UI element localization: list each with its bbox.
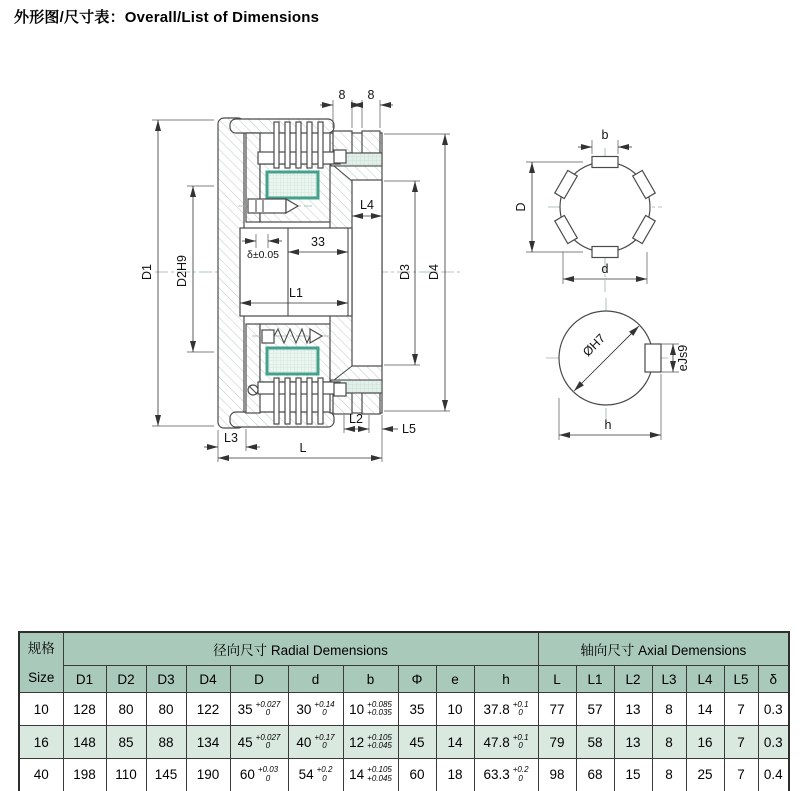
cell-l2: 15 (614, 759, 652, 791)
cell-e: 14 (436, 726, 474, 759)
cell-l1: 58 (576, 726, 614, 759)
cell-delta: 0.3 (758, 726, 789, 759)
dim-label-b: b (601, 128, 609, 142)
cell-d3: 80 (146, 693, 186, 726)
col-header-h: h (474, 666, 538, 693)
dim-label-8b: 8 (367, 88, 375, 102)
cell-size: 10 (19, 693, 63, 726)
cell-d-tol: 54 +0.2 0 (288, 759, 343, 791)
main-section-view (140, 88, 460, 462)
cell-L: 98 (538, 759, 576, 791)
dim-label-d1: D1 (140, 264, 154, 280)
table-row-size-10 (19, 693, 789, 726)
cell-b-tol: 10 +0.085 +0.035 (343, 693, 398, 726)
cell-b-tol: 14 +0.105 +0.045 (343, 759, 398, 791)
col-header-D: D (230, 666, 288, 693)
dim-label-h: h (604, 418, 612, 432)
col-header-L4: L4 (686, 666, 724, 693)
dim-label-8a: 8 (338, 88, 346, 102)
dim-label-33: 33 (311, 235, 325, 249)
col-header-b: b (343, 666, 398, 693)
cell-d3: 145 (146, 759, 186, 791)
cell-d1: 148 (63, 726, 106, 759)
keyway (645, 344, 661, 372)
keyed-bore-view (546, 298, 690, 440)
spline-end-view (514, 128, 662, 292)
cell-D-tol: 45 +0.027 0 (230, 726, 288, 759)
cell-D-tol: 35 +0.027 0 (230, 693, 288, 726)
dimensions-table (18, 631, 790, 791)
table-row-size-16 (19, 726, 789, 759)
col-header-D3: D3 (146, 666, 186, 693)
page-title: 外形图/尺寸表：Overall/List of Dimensions (14, 9, 320, 26)
dim-label-l5: L5 (402, 422, 416, 436)
cell-phi: 35 (398, 693, 436, 726)
cell-l1: 57 (576, 693, 614, 726)
cell-phi: 45 (398, 726, 436, 759)
coil-top (267, 172, 318, 198)
cell-h-tol: 37.8 +0.1 0 (474, 693, 538, 726)
cell-l4: 14 (686, 693, 724, 726)
cell-l5: 7 (724, 759, 758, 791)
dim-label-l4: L4 (360, 198, 374, 212)
cell-delta: 0.4 (758, 759, 789, 791)
dim-label-delta: δ±0.05 (246, 249, 280, 261)
cell-l3: 8 (652, 726, 686, 759)
col-header-L2: L2 (614, 666, 652, 693)
coil-bottom (267, 348, 318, 374)
col-header-phi: Φ (398, 666, 436, 693)
cell-h-tol: 63.3 +0.2 0 (474, 759, 538, 791)
cell-l5: 7 (724, 693, 758, 726)
cell-l3: 8 (652, 693, 686, 726)
dim-label-l: L (299, 441, 307, 455)
col-header-L: L (538, 666, 576, 693)
header-axial-group: 轴向尺寸 Axial Demensions (538, 632, 789, 666)
cell-l5: 7 (724, 726, 758, 759)
header-size-zh: 规格 (27, 640, 55, 656)
dim-label-d3: D3 (398, 264, 412, 280)
col-header-L5: L5 (724, 666, 758, 693)
cell-d-tol: 30 +0.14 0 (288, 693, 343, 726)
cell-b-tol: 12 +0.105 +0.045 (343, 726, 398, 759)
cell-d2: 110 (106, 759, 146, 791)
dim-label-ejs9: eJs9 (676, 344, 690, 372)
table-row-size-40 (19, 759, 789, 791)
cell-D-tol: 60 +0.03 0 (230, 759, 288, 791)
col-header-D4: D4 (186, 666, 230, 693)
cell-d2: 80 (106, 693, 146, 726)
cell-l2: 13 (614, 693, 652, 726)
column-header-row (19, 666, 789, 693)
col-header-e: e (436, 666, 474, 693)
cell-size: 40 (19, 759, 63, 791)
cell-L: 79 (538, 726, 576, 759)
col-header-D1: D1 (63, 666, 106, 693)
cell-d4: 134 (186, 726, 230, 759)
cell-d3: 88 (146, 726, 186, 759)
cell-l4: 16 (686, 726, 724, 759)
dim-label-d4: D4 (427, 264, 441, 280)
cell-l4: 25 (686, 759, 724, 791)
dim-label-l1: L1 (289, 286, 303, 300)
dim-label-l2: L2 (349, 412, 363, 426)
cell-l2: 13 (614, 726, 652, 759)
header-size (19, 632, 63, 693)
cell-d1: 128 (63, 693, 106, 726)
dim-label-d2h9: D2H9 (175, 255, 189, 287)
col-header-d: d (288, 666, 343, 693)
header-radial-group: 径向尺寸 Radial Demensions (63, 632, 538, 666)
cell-h-tol: 47.8 +0.1 0 (474, 726, 538, 759)
col-header-L3: L3 (652, 666, 686, 693)
cell-d2: 85 (106, 726, 146, 759)
header-size-en: Size (28, 669, 55, 685)
dim-label-oh7: ØH7 (580, 331, 609, 360)
col-header-D2: D2 (106, 666, 146, 693)
col-header-L1: L1 (576, 666, 614, 693)
cell-l3: 8 (652, 759, 686, 791)
dim-label-spline-d: d (601, 262, 609, 276)
cell-delta: 0.3 (758, 693, 789, 726)
dimensions-table-wrap (18, 631, 790, 791)
cell-e: 18 (436, 759, 474, 791)
cell-d-tol: 40 +0.17 0 (288, 726, 343, 759)
cell-phi: 60 (398, 759, 436, 791)
col-header-delta: δ (758, 666, 789, 693)
cell-size: 16 (19, 726, 63, 759)
cell-l1: 68 (576, 759, 614, 791)
cell-d4: 122 (186, 693, 230, 726)
cell-L: 77 (538, 693, 576, 726)
dim-label-l3: L3 (224, 431, 238, 445)
dim-label-spline-D: D (514, 202, 528, 212)
cell-d1: 198 (63, 759, 106, 791)
cell-e: 10 (436, 693, 474, 726)
cell-d4: 190 (186, 759, 230, 791)
